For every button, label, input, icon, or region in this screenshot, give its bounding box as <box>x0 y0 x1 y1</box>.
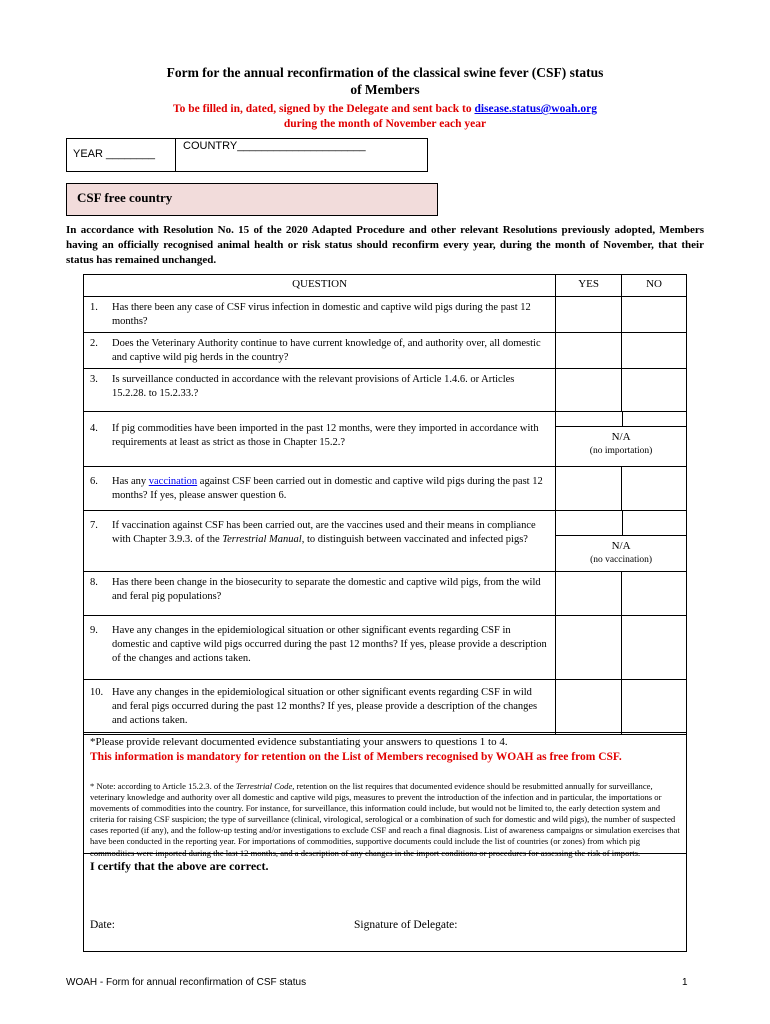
instructions <box>0 102 770 132</box>
table-header-row <box>84 275 687 297</box>
question-text-part: , to distinguish between vaccinated and infected pigs? <box>301 534 528 545</box>
answer-yes-3[interactable] <box>556 369 622 412</box>
notes-divider <box>84 853 686 854</box>
form-title <box>0 64 770 98</box>
table-row <box>84 572 687 616</box>
answer-no-9[interactable] <box>622 616 687 680</box>
article-note <box>90 781 684 859</box>
answer-yes-7[interactable] <box>556 511 623 535</box>
question-text <box>112 475 549 503</box>
question-text-part: Has any <box>112 476 149 487</box>
no-header: NO <box>622 275 687 297</box>
na-note: (no vaccination) <box>590 555 653 565</box>
na-label: N/A <box>611 431 631 443</box>
question-number: 4. <box>90 423 98 434</box>
country-field[interactable]: COUNTRY_____________________ <box>183 140 366 152</box>
question-number: 8. <box>90 577 98 588</box>
answer-no-4[interactable] <box>623 412 686 426</box>
question-text: Have any changes in the epidemiological situation or other significant events regarding CSF in domestic and captive wild pigs occurred during the past 12 months? If yes, please provide a description of the changes and actions taken. <box>112 625 547 664</box>
table-row <box>84 616 687 680</box>
table-row <box>84 412 687 467</box>
answer-no-6[interactable] <box>622 467 687 511</box>
question-number: 1. <box>90 302 98 313</box>
na-box-4[interactable] <box>556 427 686 458</box>
table-row <box>84 680 687 735</box>
question-number: 9. <box>90 625 98 636</box>
question-number: 3. <box>90 374 98 385</box>
question-text-part: against CSF been carried out in domestic and captive wild pigs during the past 12 months? If yes, please answer question 6. <box>112 476 543 501</box>
form-title-line2: of Members <box>350 82 420 97</box>
certification-statement: I certify that the above are correct. <box>90 859 269 873</box>
table-row <box>84 297 687 333</box>
question-number: 10. <box>90 687 104 698</box>
instructions-prefix: To be filled in, dated, signed by the Delegate and sent back to <box>173 103 475 115</box>
article-note-part: , retention on the list requires that documented evidence should be resubmitted annually for surveillance, veterinary knowledge and authority over all domestic and captive wild pigs, measures to prevent the introduction of the infection and in particular, the importations or movements of commodities into the country. For instance, for surveillance, this information could include, but would not be limited to, the early detection system and criteria for raising CSF suspicion; the type of surveillance (clinical, virological, serological or a combination of such for domestic and wild pigs), the number of suspected cases reported (if any), and the follow-up testing and/or investigations to exclude CSF and reach a final diagnosis. List of awareness campaigns or simulation exercises that have been conducted in the reporting year. For importations of commodities, supportive documents could include the list of countries (or zones) from which pig commodities were imported during the last 12 months, and a description of any changes in the import conditions or procedures for assessing the risk of imports. <box>90 781 680 858</box>
intro-paragraph: In accordance with Resolution No. 15 of the 2020 Adapted Procedure and other relevant Resolutions previously adopted, Members having an officially recognised animal health or risk status should reconfirm every year, during the month of November, that their status has remained unchanged. <box>66 224 704 266</box>
notes-box <box>83 732 687 952</box>
vaccination-link[interactable]: vaccination <box>148 476 198 487</box>
answer-yes-4[interactable] <box>556 412 623 426</box>
form-title-line1: Form for the annual reconfirmation of the classical swine fever (CSF) status <box>166 65 604 80</box>
article-note-part: * Note: according to Article 15.2.3. of the <box>90 781 236 791</box>
answer-yes-1[interactable] <box>556 297 622 333</box>
year-country-box <box>66 138 428 172</box>
question-number: 2. <box>90 338 98 349</box>
answer-yes-2[interactable] <box>556 333 622 369</box>
question-text: If pig commodities have been imported in the past 12 months, were they imported in accordance with requirements at least as strict as those in Chapter 15.2.? <box>112 423 539 448</box>
question-number: 6. <box>90 476 98 487</box>
question-text-part: If vaccination against CSF has been carried out, are the vaccines used and their means in compliance with Chapter 3.9.3. of the <box>112 520 536 545</box>
status-box <box>66 183 438 216</box>
evidence-note: *Please provide relevant documented evidence substantiating your answers to questions 1 to 4. <box>90 736 508 748</box>
question-text-italic: Terrestrial Manual <box>222 534 302 545</box>
table-row <box>84 467 687 511</box>
table-row <box>84 369 687 412</box>
answer-no-1[interactable] <box>622 297 687 333</box>
question-table <box>83 274 687 735</box>
email-link[interactable]: disease.status@woah.org <box>474 103 597 115</box>
article-note-italic: Terrestrial Code <box>235 781 293 791</box>
table-row <box>84 333 687 369</box>
answer-yes-6[interactable] <box>556 467 622 511</box>
answer-yes-10[interactable] <box>556 680 622 735</box>
na-label: N/A <box>611 540 631 552</box>
table-row <box>84 511 687 572</box>
date-field[interactable]: Date: <box>90 919 115 931</box>
answer-no-10[interactable] <box>622 680 687 735</box>
instructions-line2: during the month of November each year <box>283 118 487 130</box>
na-box-7[interactable] <box>556 536 686 567</box>
answer-no-2[interactable] <box>622 333 687 369</box>
answer-no-3[interactable] <box>622 369 687 412</box>
question-text: Has there been any case of CSF virus infection in domestic and captive wild pigs during the past 12 months? <box>112 302 531 327</box>
na-note: (no importation) <box>589 446 653 456</box>
mandatory-note: This information is mandatory for retention on the List of Members recognised by WOAH as free from CSF. <box>90 751 622 763</box>
year-field[interactable]: YEAR ________ <box>73 148 155 160</box>
answer-yes-9[interactable] <box>556 616 622 680</box>
page-number: 1 <box>682 977 688 988</box>
question-text <box>112 519 549 547</box>
signature-field[interactable]: Signature of Delegate: <box>354 919 458 931</box>
question-text: Have any changes in the epidemiological situation or other significant events regarding CSF in wild and feral pigs occurred during the past 12 months? If yes, please provide a description of the changes and actions taken. <box>112 687 538 726</box>
status-label: CSF free country <box>77 190 173 205</box>
question-text: Has there been change in the biosecurity to separate the domestic and captive wild pigs, from the wild and feral pig populations? <box>112 577 541 602</box>
question-text: Is surveillance conducted in accordance with the relevant provisions of Article 1.4.6. or Articles 15.2.28. to 15.2.33.? <box>112 374 515 399</box>
footer-text: WOAH - Form for annual reconfirmation of CSF status <box>66 977 307 988</box>
answer-no-7[interactable] <box>623 511 686 535</box>
yes-header: YES <box>556 275 622 297</box>
year-country-divider <box>175 139 176 171</box>
question-number: 7. <box>90 520 98 531</box>
question-text: Does the Veterinary Authority continue to have current knowledge of, and authority over, all domestic and captive wild pig herds in the country? <box>112 338 541 363</box>
answer-no-8[interactable] <box>622 572 687 616</box>
answer-yes-8[interactable] <box>556 572 622 616</box>
question-header: QUESTION <box>84 275 556 297</box>
